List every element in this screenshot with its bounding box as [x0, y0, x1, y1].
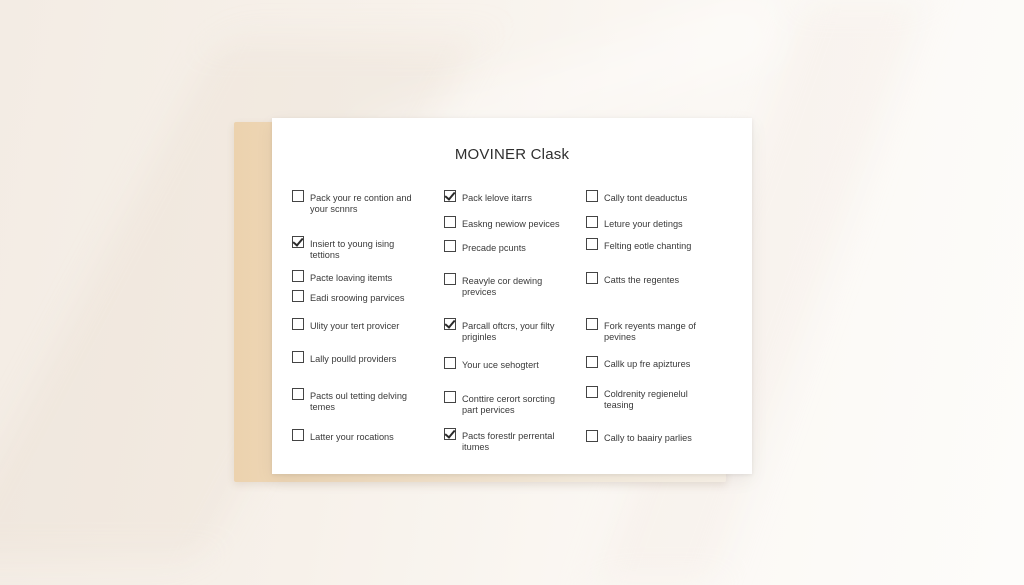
checklist-title: MOVINER Clask — [454, 146, 570, 163]
checklist-item[interactable] — [586, 356, 690, 370]
checkbox-icon[interactable] — [586, 238, 598, 250]
checklist-item[interactable] — [292, 236, 394, 261]
checklist-item[interactable] — [586, 238, 691, 252]
checkbox-icon[interactable] — [292, 351, 304, 363]
checkbox-icon[interactable] — [292, 388, 304, 400]
checklist-item-label: Reavyle cor dewing previces — [462, 276, 543, 297]
checklist-item-label: Pacts forestlr perrental itumes — [462, 431, 555, 452]
checkbox-icon[interactable] — [292, 190, 304, 202]
checkbox-checked-icon[interactable] — [292, 236, 304, 248]
checkbox-icon[interactable] — [292, 318, 304, 330]
checklist-item[interactable] — [444, 357, 539, 371]
checkbox-icon[interactable] — [586, 190, 598, 202]
checklist-item[interactable] — [444, 240, 526, 254]
checklist-item-label: Pack lelove itarrs — [462, 193, 532, 203]
checklist-item-label: Catts the regentes — [604, 275, 680, 285]
checklist-item[interactable] — [444, 318, 554, 343]
checkbox-icon[interactable] — [586, 272, 598, 284]
checklist-item-label: Pack your re contion and your scnnrs — [310, 193, 412, 214]
checklist-item-label: Latter your rocations — [310, 432, 394, 442]
checkbox-icon[interactable] — [586, 386, 598, 398]
checklist-item-label: Callk up fre apiztures — [604, 359, 691, 369]
checklist-item[interactable] — [444, 428, 554, 453]
checkbox-checked-icon[interactable] — [444, 190, 456, 202]
checkbox-icon[interactable] — [586, 356, 598, 368]
checklist-item-label: Fork reyents mange of pevines — [604, 321, 696, 342]
checklist-item-label: Cally to baairy parlies — [604, 433, 692, 443]
checkbox-icon[interactable] — [444, 391, 456, 403]
checklist-item[interactable] — [292, 429, 394, 443]
checklist-item[interactable] — [444, 216, 560, 230]
checklist-item[interactable] — [292, 270, 392, 284]
checklist-item-label: Pacts oul tetting delving temes — [310, 391, 408, 412]
checklist-item[interactable] — [586, 318, 696, 343]
checklist-item[interactable] — [292, 318, 399, 332]
checklist-item[interactable] — [586, 386, 688, 411]
checkbox-icon[interactable] — [586, 430, 598, 442]
checkbox-icon[interactable] — [292, 290, 304, 302]
checklist-item-label: Conttire cerort sorcting part pervices — [462, 394, 555, 415]
checklist-item[interactable] — [586, 430, 692, 444]
checklist-item[interactable] — [586, 272, 679, 286]
checkbox-checked-icon[interactable] — [444, 318, 456, 330]
checkbox-icon[interactable] — [292, 270, 304, 282]
checkbox-icon[interactable] — [444, 357, 456, 369]
checklist-item-label: Pacte loaving itemts — [310, 273, 393, 283]
checkbox-icon[interactable] — [444, 273, 456, 285]
checklist-item-label: Leture your detings — [604, 219, 683, 229]
checklist-item[interactable] — [444, 190, 532, 204]
checklist-item-label: Coldrenity regienelul teasing — [604, 389, 688, 410]
checkbox-checked-icon[interactable] — [444, 428, 456, 440]
checkbox-icon[interactable] — [444, 240, 456, 252]
checklist-item[interactable] — [444, 391, 555, 416]
checklist-item[interactable] — [292, 351, 396, 365]
checklist-item-label: Ulity your tert provicer — [310, 321, 400, 331]
checklist-item[interactable] — [586, 190, 687, 204]
checklist-item[interactable] — [444, 273, 542, 298]
checklist-sheet — [272, 118, 752, 474]
checklist-item[interactable] — [292, 290, 404, 304]
checklist-item[interactable] — [586, 216, 683, 230]
checkbox-icon[interactable] — [586, 318, 598, 330]
checkbox-icon[interactable] — [292, 429, 304, 441]
checklist-item-label: Lally poulld providers — [310, 354, 397, 364]
checklist-item-label: Easkng newiow pevices — [462, 219, 560, 229]
checklist-item-label: Precade pcunts — [462, 243, 526, 253]
checkbox-icon[interactable] — [586, 216, 598, 228]
checklist-item-label: Felting eotle chanting — [604, 241, 692, 251]
checklist-item-label: Insiert to young ising tettions — [310, 239, 395, 260]
checkbox-icon[interactable] — [444, 216, 456, 228]
checklist-item-label: Eadi sroowing parvices — [310, 293, 405, 303]
checklist-item-label: Parcall oftcrs, your filty priginles — [462, 321, 555, 342]
checklist-item-label: Your uce sehogtert — [462, 360, 539, 370]
checklist-item-label: Cally tont deaductus — [604, 193, 688, 203]
checklist-item[interactable] — [292, 190, 412, 215]
checklist-item[interactable] — [292, 388, 407, 413]
